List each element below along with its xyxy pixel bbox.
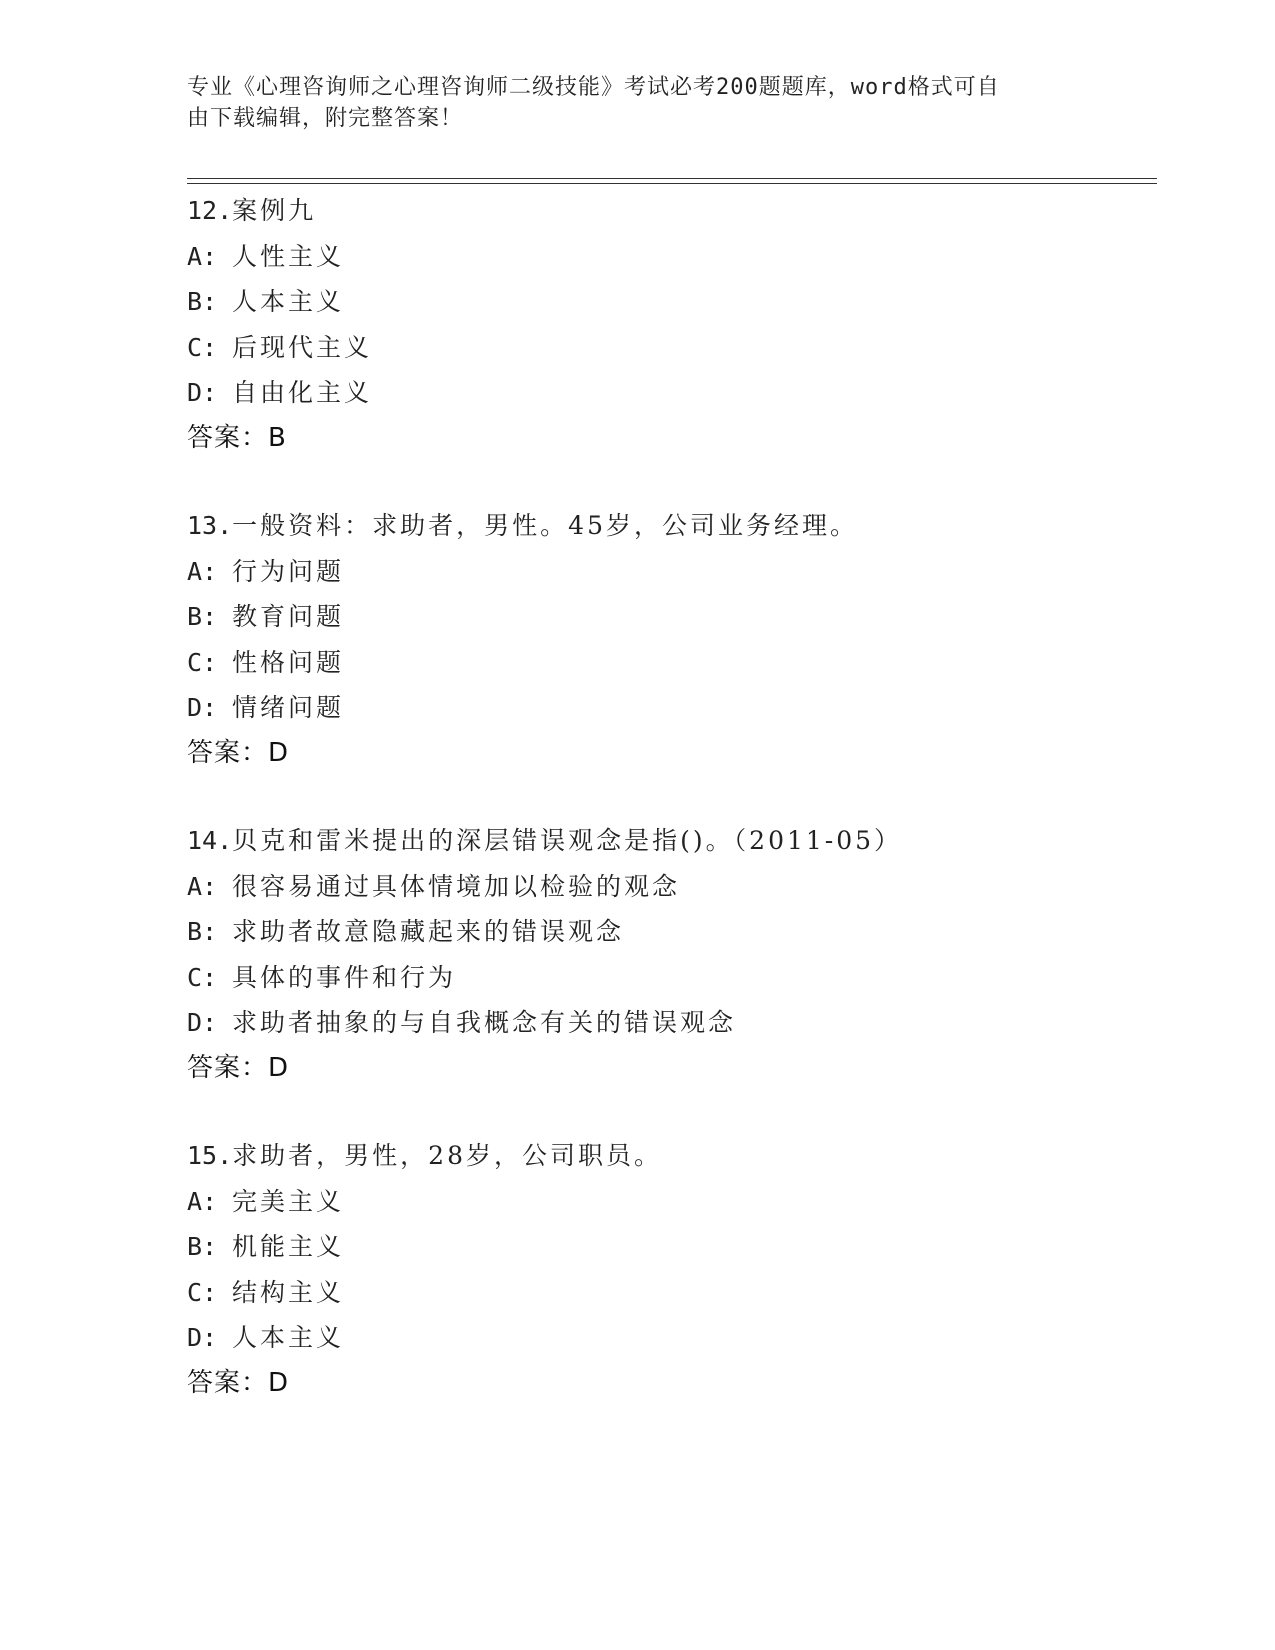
question-stem [187, 1133, 1167, 1179]
question-number: 15. [187, 1141, 233, 1170]
header-divider [187, 178, 1157, 184]
option-text: 情绪问题 [232, 693, 345, 722]
option-text: 人本主义 [232, 1323, 345, 1352]
option-text: 人本主义 [232, 287, 345, 316]
option-prefix: B: [187, 602, 218, 631]
option-prefix: C: [187, 1277, 218, 1307]
question-text: 一般资料：求助者，男性。45岁，公司业务经理。 [232, 511, 858, 540]
header-line-1: 专业《心理咨询师之心理咨询师二级技能》考试必考200题题库，word格式可自 [187, 75, 1000, 100]
option-c [187, 640, 1167, 686]
option-text: 性格问题 [232, 647, 345, 677]
option-prefix: A: [187, 556, 218, 586]
option-a [187, 549, 1167, 595]
option-prefix: B: [187, 287, 218, 316]
option-d [187, 1000, 1167, 1046]
option-prefix: D: [187, 1008, 218, 1037]
question-14 [187, 818, 1167, 1091]
option-text: 求助者抽象的与自我概念有关的错误观念 [232, 1008, 737, 1037]
question-13 [187, 503, 1167, 776]
question-15 [187, 1133, 1167, 1406]
option-text: 行为问题 [232, 556, 345, 586]
option-text: 很容易通过具体情境加以检验的观念 [232, 871, 681, 901]
option-d [187, 1315, 1167, 1361]
option-text: 完美主义 [232, 1186, 345, 1216]
question-number: 13. [187, 511, 233, 540]
option-b [187, 1224, 1167, 1270]
option-text: 机能主义 [232, 1232, 345, 1261]
option-prefix: C: [187, 332, 218, 362]
option-c [187, 1270, 1167, 1316]
option-prefix: C: [187, 962, 218, 992]
option-prefix: A: [187, 1186, 218, 1216]
option-d [187, 685, 1167, 731]
answer-line: 答案：D [187, 1052, 290, 1083]
question-number: 14. [187, 826, 233, 855]
option-b [187, 279, 1167, 325]
option-text: 后现代主义 [232, 332, 373, 362]
option-prefix: D: [187, 378, 218, 407]
option-prefix: D: [187, 1323, 218, 1352]
question-text: 求助者，男性，28岁，公司职员。 [232, 1141, 662, 1170]
option-prefix: A: [187, 241, 218, 271]
option-prefix: B: [187, 917, 218, 946]
option-c [187, 325, 1167, 371]
question-12 [187, 188, 1167, 461]
option-text: 求助者故意隐藏起来的错误观念 [232, 917, 625, 946]
question-stem [187, 818, 1167, 864]
option-text: 自由化主义 [232, 378, 373, 407]
option-text: 人性主义 [232, 241, 345, 271]
option-a [187, 864, 1167, 910]
option-prefix: D: [187, 693, 218, 722]
option-c [187, 955, 1167, 1001]
document-header [187, 72, 1077, 134]
option-d [187, 370, 1167, 416]
question-list [187, 188, 1167, 1448]
option-text: 具体的事件和行为 [232, 962, 457, 992]
option-b [187, 909, 1167, 955]
question-text: 案例九 [232, 196, 317, 225]
option-text: 教育问题 [232, 602, 345, 631]
option-prefix: B: [187, 1232, 218, 1261]
question-stem [187, 503, 1167, 549]
option-a [187, 1179, 1167, 1225]
option-b [187, 594, 1167, 640]
answer-line: 答案：D [187, 1367, 290, 1398]
header-line-2: 由下载编辑，附完整答案！ [187, 106, 464, 131]
answer-line: 答案：D [187, 737, 290, 768]
option-prefix: A: [187, 871, 218, 901]
answer-line: 答案：B [187, 422, 287, 453]
option-a [187, 234, 1167, 280]
option-text: 结构主义 [232, 1277, 345, 1307]
question-stem [187, 188, 1167, 234]
option-prefix: C: [187, 647, 218, 677]
question-number: 12. [187, 196, 233, 225]
question-text: 贝克和雷米提出的深层错误观念是指()。（2011-05） [232, 826, 903, 855]
